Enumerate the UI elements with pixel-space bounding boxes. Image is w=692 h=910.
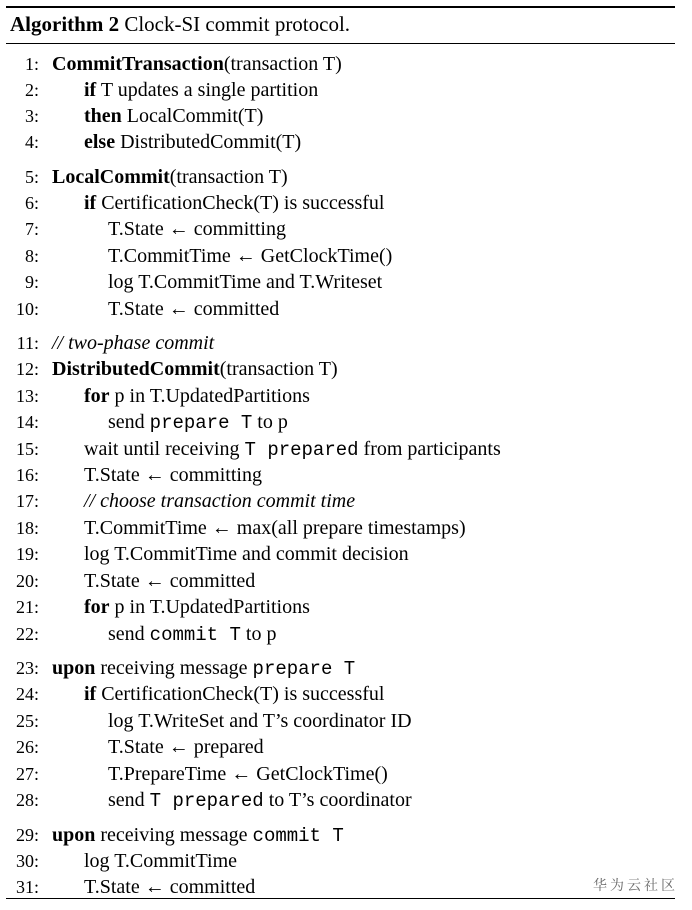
top-rule [6,6,675,8]
keyword: LocalCommit [52,166,170,188]
line-number: 25: [15,711,39,731]
algorithm-line [6,595,666,619]
line-text [108,735,264,759]
statement-text: to T’s coordinator [263,789,412,811]
keyword: then [84,105,122,127]
statement-text: CertificationCheck(T) is successful [96,683,385,705]
algorithm-line [6,542,666,566]
message-name: T prepared [244,439,359,461]
line-text [84,463,262,487]
line-number: 21: [15,597,39,617]
line-text [108,788,412,813]
line-number: 17: [15,491,39,511]
statement-text: T.State ← committing [84,464,262,486]
statement-text: from participants [358,438,501,460]
line-text [108,762,388,786]
statement-text: (transaction T) [219,358,338,380]
line-number: 10: [15,299,39,319]
algorithm-line [6,622,666,646]
keyword: else [84,131,116,153]
statement-text: T.State ← prepared [108,736,264,758]
line-text [52,331,214,355]
algorithm-title [10,12,350,37]
line-number: 27: [15,764,39,784]
line-text [52,165,288,189]
line-text [84,595,310,619]
keyword: upon [52,824,96,846]
line-text [84,384,310,408]
algorithm-line [6,762,666,786]
keyword: if [84,683,97,705]
algorithm-line [6,569,666,593]
algorithm-line [6,489,666,513]
statement-text: log T.CommitTime and commit decision [84,543,409,565]
line-number: 31: [15,877,39,897]
algorithm-line [6,297,666,321]
algorithm-line [6,191,666,215]
line-text [84,516,466,540]
statement-text: send [108,623,150,645]
line-text [84,78,318,102]
line-number: 8: [24,246,39,266]
algorithm-line [6,270,666,294]
message-name: commit T [149,624,241,646]
line-text [84,875,255,899]
message-name: prepare T [252,658,356,680]
line-number: 22: [15,624,39,644]
line-number: 3: [24,106,39,126]
statement-text: p in T.UpdatedPartitions [109,596,310,618]
statement-text: send [108,411,150,433]
line-text [108,244,392,268]
message-name: T prepared [149,790,264,812]
keyword: for [84,385,110,407]
line-number: 24: [15,684,39,704]
algorithm-line [6,130,666,154]
algorithm-line [6,78,666,102]
algorithm-line [6,437,666,461]
statement-text: send [108,789,150,811]
line-text [84,191,384,215]
statement-text: T.CommitTime ← max(all prepare timestamps) [84,517,466,539]
algorithm-line [6,217,666,241]
algorithm-line [6,849,666,873]
line-number: 18: [15,518,39,538]
line-number: 26: [15,737,39,757]
line-text [84,437,501,462]
statement-text: wait until receiving [84,438,245,460]
line-number: 15: [15,439,39,459]
algorithm-line [6,165,666,189]
line-text [108,410,288,435]
statement-text: T.State ← committed [84,570,256,592]
line-number: 4: [24,132,39,152]
line-number: 5: [24,167,39,187]
line-text [84,489,355,513]
line-number: 19: [15,544,39,564]
line-number: 20: [15,571,39,591]
statement-text: LocalCommit(T) [121,105,264,127]
algorithm-line [6,52,666,76]
statement-text: T.State ← committed [84,876,256,898]
algorithm-line [6,656,666,680]
statement-text: (transaction T) [223,53,342,75]
algorithm-line [6,331,666,355]
line-number: 29: [15,825,39,845]
algorithm-line [6,244,666,268]
algorithm-line [6,788,666,812]
statement-text: receiving message [95,657,253,679]
algorithm-line [6,384,666,408]
line-text [84,130,301,154]
statement-text: T updates a single partition [96,79,319,101]
line-text [108,217,286,241]
line-text [84,849,237,873]
line-text [84,682,384,706]
statement-text: log T.CommitTime [84,850,237,872]
algorithm-line [6,709,666,733]
line-text [84,542,409,566]
line-number: 2: [24,80,39,100]
line-text [84,104,263,128]
keyword: if [84,192,97,214]
line-text [108,622,276,647]
line-number: 30: [15,851,39,871]
keyword: for [84,596,110,618]
line-text [108,709,412,733]
line-number: 6: [24,193,39,213]
keyword: DistributedCommit [52,358,220,380]
line-text [52,656,355,681]
line-text [52,52,342,76]
statement-text: to p [252,411,288,433]
statement-text: to p [240,623,277,645]
message-name: prepare T [149,412,253,434]
line-text [108,297,279,321]
message-name: commit T [252,825,344,847]
statement-text: CertificationCheck(T) is successful [96,192,385,214]
line-number: 9: [24,272,39,292]
algorithm-line [6,875,666,899]
algorithm-line [6,682,666,706]
algorithm-label: Algorithm 2 [10,12,120,36]
line-number: 14: [15,412,39,432]
statement-text: log T.WriteSet and T’s coordinator ID [108,710,412,732]
algorithm-line [6,410,666,434]
line-number: 16: [15,465,39,485]
keyword: CommitTransaction [52,53,224,75]
line-number: 12: [15,359,39,379]
algorithm-line [6,823,666,847]
line-number: 1: [24,54,39,74]
statement-text: log T.CommitTime and T.Writeset [108,271,383,293]
title-rule [6,43,675,44]
statement-text: p in T.UpdatedPartitions [109,385,310,407]
line-number: 13: [15,386,39,406]
line-text [108,270,382,294]
statement-text: T.State ← committed [108,298,280,320]
algorithm-line [6,357,666,381]
algorithm-line [6,463,666,487]
statement-text: T.PrepareTime ← GetClockTime() [108,763,388,785]
statement-text: DistributedCommit(T) [115,131,302,153]
line-text [52,357,338,381]
statement-text: (transaction T) [169,166,288,188]
line-number: 23: [15,658,39,678]
statement-text: receiving message [95,824,253,846]
line-number: 28: [15,790,39,810]
algorithm-line [6,516,666,540]
line-number: 7: [24,219,39,239]
watermark: 华为云社区 [593,878,678,894]
comment: // choose transaction commit time [84,490,356,512]
statement-text: T.CommitTime ← GetClockTime() [108,245,393,267]
keyword: if [84,79,97,101]
line-text [84,569,255,593]
algorithm-line [6,104,666,128]
statement-text: T.State ← committing [108,218,286,240]
line-number: 11: [16,333,39,353]
bottom-rule [6,898,675,899]
keyword: upon [52,657,96,679]
algorithm-line [6,735,666,759]
algorithm-caption: Clock-SI commit protocol. [124,12,351,36]
comment: // two-phase commit [52,332,215,354]
line-text [52,823,344,848]
